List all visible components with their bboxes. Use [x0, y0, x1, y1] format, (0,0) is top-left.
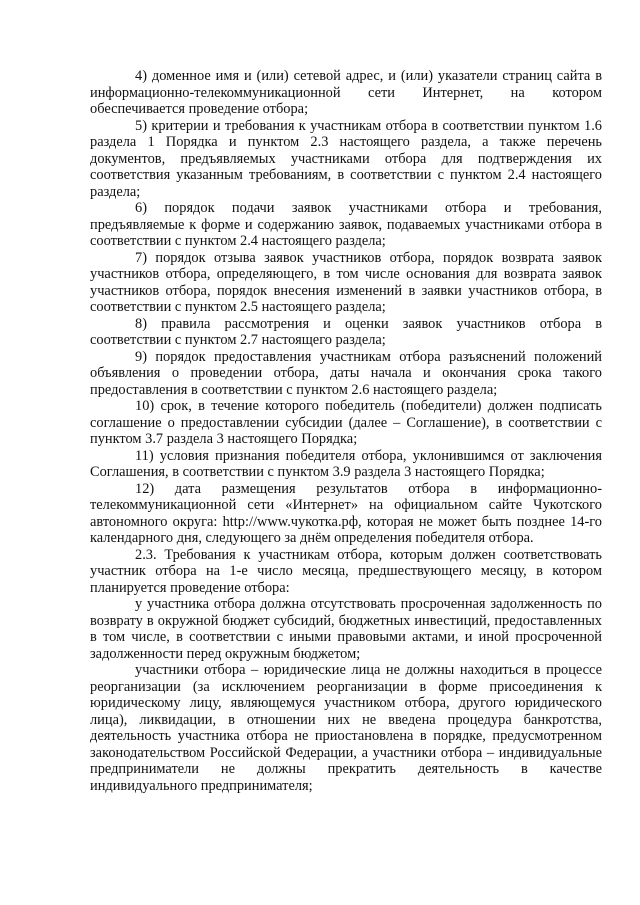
- paragraph-item-7-withdrawal-order: 7) порядок отзыва заявок участников отбора, порядок возврата заявок участников отбора, определяющего, в том числе основания для возврата заявок участников отбора, порядок внесения изменений в заявки участников отбора, в соответствии с пунктом 2.5 настоящего раздела;: [90, 249, 602, 315]
- paragraph-item-11-evasion-conditions: 11) условия признания победителя отбора, уклонившимся от заключения Соглашения, в соответствии с пунктом 3.9 раздела 3 настоящего Порядка;: [90, 447, 602, 480]
- paragraph-item-12-results-date: 12) дата размещения результатов отбора в информационно-телекоммуникационной сети «Интернет» на официальном сайте Чукотского автономного округа: http://www.чукотка.рф, которая не может быть позднее 14-го календарного дня, следующего за днём определения победителя отбора.: [90, 480, 602, 546]
- document-page: [90, 68, 602, 794]
- paragraph-item-5-criteria: 5) критерии и требования к участникам отбора в соответствии пунктом 1.6 раздела 1 Порядка и пунктом 2.3 настоящего раздела, а также перечень документов, предъявляемых участниками отбора для подтверждения их соответствия указанным требованиям, в соответствии с пунктом 2.4 настоящего раздела;: [90, 117, 602, 200]
- paragraph-item-9-clarifications: 9) порядок предоставления участникам отбора разъяснений положений объявления о проведении отбора, даты начала и окончания срока такого предоставления в соответствии с пунктом 2.6 настоящего раздела;: [90, 348, 602, 398]
- paragraph-item-10-signing-term: 10) срок, в течение которого победитель (победители) должен подписать соглашение о предоставлении субсидии (далее – Соглашение), в соответствии с пунктом 3.7 раздела 3 настоящего Порядка;: [90, 398, 602, 447]
- paragraph-section-2-3-requirements: 2.3. Требования к участникам отбора, которым должен соответствовать участник отбора на 1-е число месяца, предшествующего месяцу, в котором планируется проведение отбора:: [90, 546, 602, 596]
- paragraph-item-4-domain: 4) доменное имя и (или) сетевой адрес, и (или) указатели страниц сайта в информационно-телекоммуникационной сети Интернет, на котором обеспечивается проведение отбора;: [90, 68, 602, 117]
- paragraph-item-6-application-order: 6) порядок подачи заявок участниками отбора и требования, предъявляемые к форме и содержанию заявок, подаваемых участниками отбора в соответствии с пунктом 2.4 настоящего раздела;: [90, 200, 602, 249]
- paragraph-requirement-no-debt: у участника отбора должна отсутствовать просроченная задолженность по возврату в окружной бюджет субсидий, бюджетных инвестиций, предоставленных в том числе, в соответствии с иными правовыми актами, и иной просроченной задолженности перед окружным бюджетом;: [90, 596, 602, 662]
- paragraph-item-8-evaluation-rules: 8) правила рассмотрения и оценки заявок участников отбора в соответствии с пунктом 2.7 настоящего раздела;: [90, 315, 602, 348]
- paragraph-requirement-no-reorganization: участники отбора – юридические лица не должны находиться в процессе реорганизации (за исключением реорганизации в форме присоединения к юридическому лицу, являющемуся участником отбора, другого юридического лица), ликвидации, в отношении них не введена процедура банкротства, деятельность участника отбора не приостановлена в порядке, предусмотренном законодательством Российской Федерации, а участники отбора – индивидуальные предприниматели не должны прекратить деятельность в качестве индивидуального предпринимателя;: [90, 662, 602, 794]
